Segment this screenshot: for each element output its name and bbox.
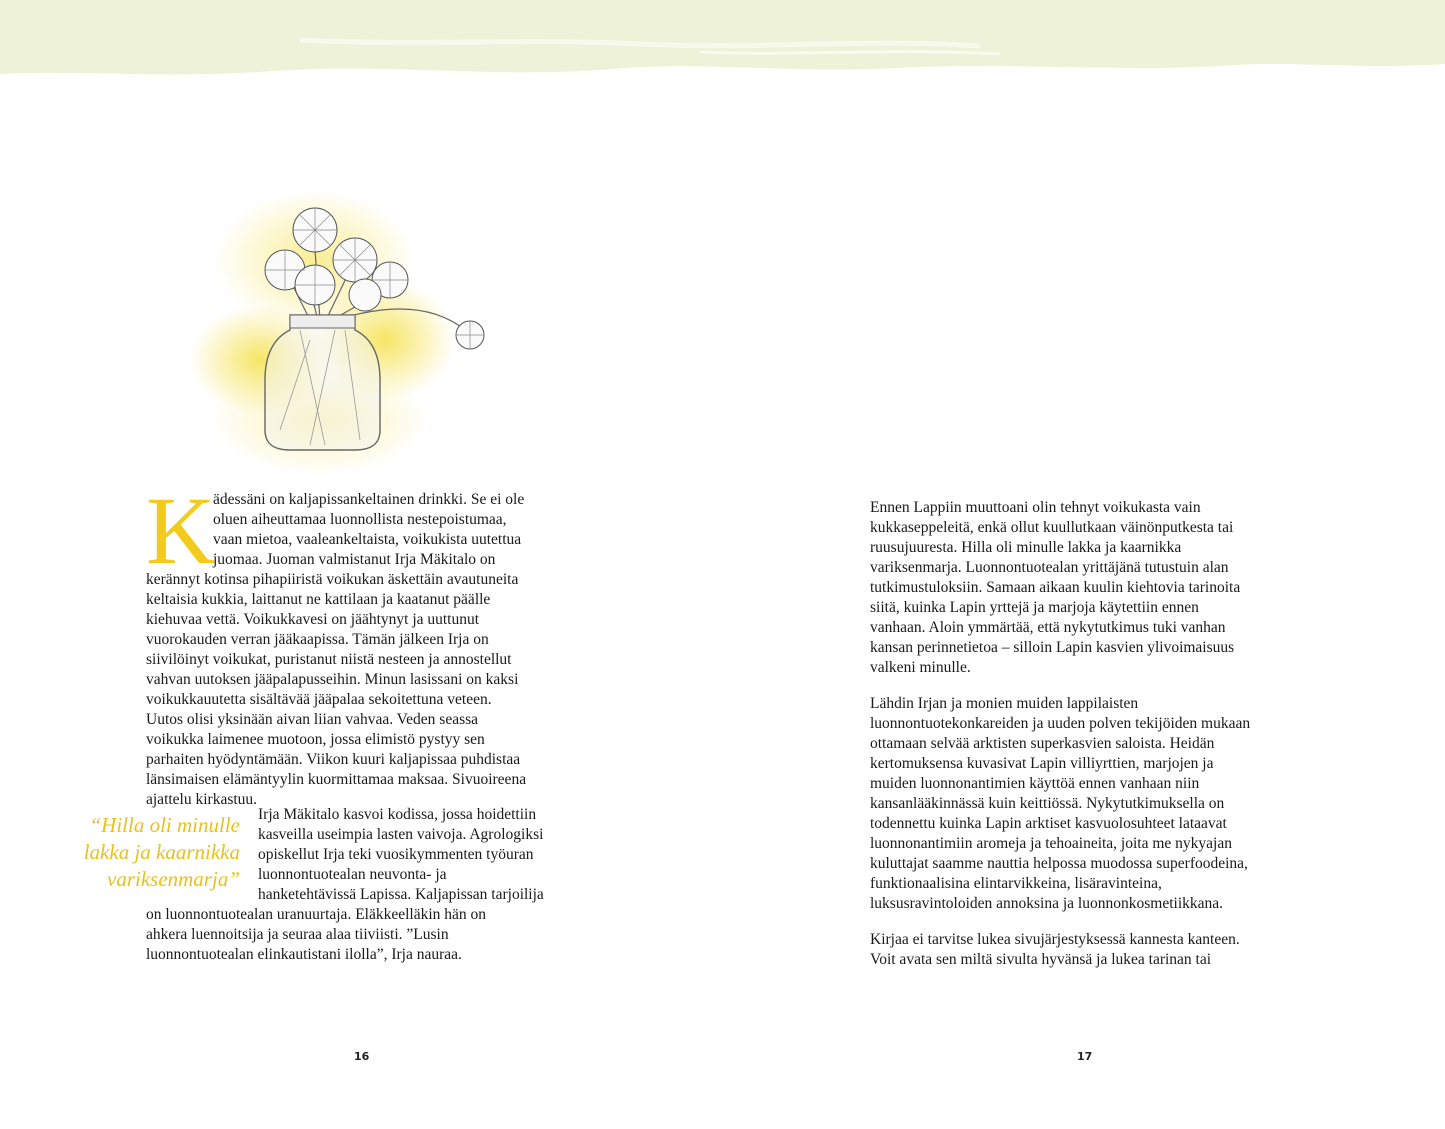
text-line: siivilöinyt voikukat, puristanut niistä nesteen ja annostellut — [146, 651, 512, 668]
top-brush-wash — [0, 0, 1445, 90]
text-line: siitä, kuinka Lapin yrttejä ja marjoja käytettiin ennen — [870, 599, 1199, 616]
text-line: Voit avata sen miltä sivulta hyvänsä ja lukea tarinan tai — [870, 951, 1212, 968]
closing-paragraph — [146, 905, 580, 965]
text-line: kertomuksensa kuvasivat Lapin villiyrttien, marjojen ja — [870, 755, 1214, 772]
quote-line: lakka ja kaarnikka — [83, 840, 240, 864]
text-line: vanhaan. Aloin ymmärtää, että nykytutkimus tuki vanhan — [870, 619, 1226, 636]
text-line: kiehuvaa vettä. Voikukkavesi on jäähtynyt ja uuttunut — [146, 611, 480, 628]
text-line: vaan mietoa, vaaleankeltaista, voikukista uutettua — [213, 531, 522, 548]
text-line: ruusujuuresta. Hilla oli minulle lakka ja kaarnikka — [870, 539, 1182, 556]
paragraph-3 — [870, 930, 1310, 970]
text-line: muiden luonnonantimien käyttöä ennen vanhaan niin — [870, 775, 1200, 792]
text-line: ädessäni on kaljapissankeltainen drinkki. Se ei ole — [213, 491, 525, 508]
text-line: länsimaisen elämäntyylin kuormittamaa maksaa. Sivuoireena — [146, 771, 527, 788]
text-line: ahkera luennoitsija ja seuraa alaa tiiviisti. ”Lusin — [146, 926, 449, 943]
right-page-text — [870, 498, 1310, 986]
text-line: ottamaan selvää arktisten superkasvien saloista. Heidän — [870, 735, 1215, 752]
text-line: kukkaseppeleitä, enkä ollut kuullutkaan väinönputkesta tai — [870, 519, 1234, 536]
left-page-text — [146, 477, 580, 810]
text-line: kuluttajat saamme nauttia helpossa muodossa superfoodeina, — [870, 855, 1248, 872]
body-paragraph — [146, 570, 580, 810]
text-line: kerännyt kotinsa pihapiiristä voikukan äskettäin avautuneita — [146, 571, 519, 588]
text-line: ajattelu kirkastuu. — [146, 791, 258, 808]
page-number-left: 16 — [354, 1050, 370, 1063]
text-line: vahvan uutoksen jääpalapusseihin. Minun lasissani on kaksi — [146, 671, 519, 688]
text-line: luonnontuotealan elinkautistani ilolla”, Irja nauraa. — [146, 946, 462, 963]
paragraph-1 — [870, 498, 1310, 678]
text-line: Uutos olisi yksinään aivan liian vahvaa. Veden seassa — [146, 711, 479, 728]
text-line: hanketehtävissä Lapissa. Kaljapissan tarjoilija — [258, 886, 544, 903]
text-line: vuorokauden verran jääkaapissa. Tämän jälkeen Irja on — [146, 631, 489, 648]
text-line: on luonnontuotealan uranuurtaja. Eläkkeelläkin hän on — [146, 906, 487, 923]
text-line: keltaisia kukkia, laittanut ne kattilaan ja kaatanut päälle — [146, 591, 491, 608]
side-paragraph — [258, 805, 558, 905]
text-line: voikukka laimenee muotoon, jossa elimistö pystyy sen — [146, 731, 485, 748]
dandelion-jar-illustration — [150, 190, 490, 480]
text-line: Irja Mäkitalo kasvoi kodissa, jossa hoidettiin — [258, 806, 537, 823]
pull-quote — [54, 812, 240, 893]
drop-cap: K — [146, 477, 216, 584]
text-line: Kirjaa ei tarvitse lukea sivujärjestyksessä kannesta kanteen. — [870, 931, 1240, 948]
text-line: luksusravintoloiden annoksina ja luonnonkosmetiikkana. — [870, 895, 1224, 912]
text-line: luonnontuotealan neuvonta- ja — [258, 866, 447, 883]
paragraph-2 — [870, 694, 1310, 914]
text-line: todennettu kuinka Lapin arktiset kasvuolosuhteet lataavat — [870, 815, 1227, 832]
text-line: variksenmarja. Luonnontuotealan yrittäjänä tutustuin alan — [870, 559, 1229, 576]
text-line: oluen aiheuttamaa luonnollista nestepoistumaa, — [213, 511, 507, 528]
text-line: parhaiten hyödyntämään. Viikon kuuri kaljapissaa puhdistaa — [146, 751, 521, 768]
text-line: funktionaalisina elintarvikkeina, lisäravinteina, — [870, 875, 1162, 892]
text-line: juomaa. Juoman valmistanut Irja Mäkitalo on — [213, 551, 496, 568]
text-line: tutkimustuloksiin. Samaan aikaan kuulin kiehtovia tarinoita — [870, 579, 1241, 596]
text-line: valkeni minulle. — [870, 659, 971, 676]
text-line: Ennen Lappiin muuttoani olin tehnyt voikukasta vain — [870, 499, 1201, 516]
text-line: voikukkauutetta sisältävää jääpalaa sekoitettuna veteen. — [146, 691, 492, 708]
page-number-right: 17 — [1077, 1050, 1093, 1063]
text-line: Lähdin Irjan ja monien muiden lappilaisten — [870, 695, 1139, 712]
text-line: luonnontuotekonkareiden ja uuden polven tekijöiden mukaan — [870, 715, 1251, 732]
quote-line: variksenmarja” — [107, 867, 240, 891]
quote-line: “Hilla oli minulle — [89, 813, 240, 837]
text-line: kansanlääkinnässä kuin keittiössä. Nykytutkimuksella on — [870, 795, 1225, 812]
text-line: opiskellut Irja teki vuosikymmenten työuran — [258, 846, 534, 863]
text-line: luonnonantimiin aromeja ja tehoaineita, joita me nykyajan — [870, 835, 1232, 852]
text-line: kasveilla useimpia lasten vaivoja. Agrologiksi — [258, 826, 544, 843]
text-line: kansan perinnetietoa – silloin Lapin kasvien ylivoimaisuus — [870, 639, 1235, 656]
